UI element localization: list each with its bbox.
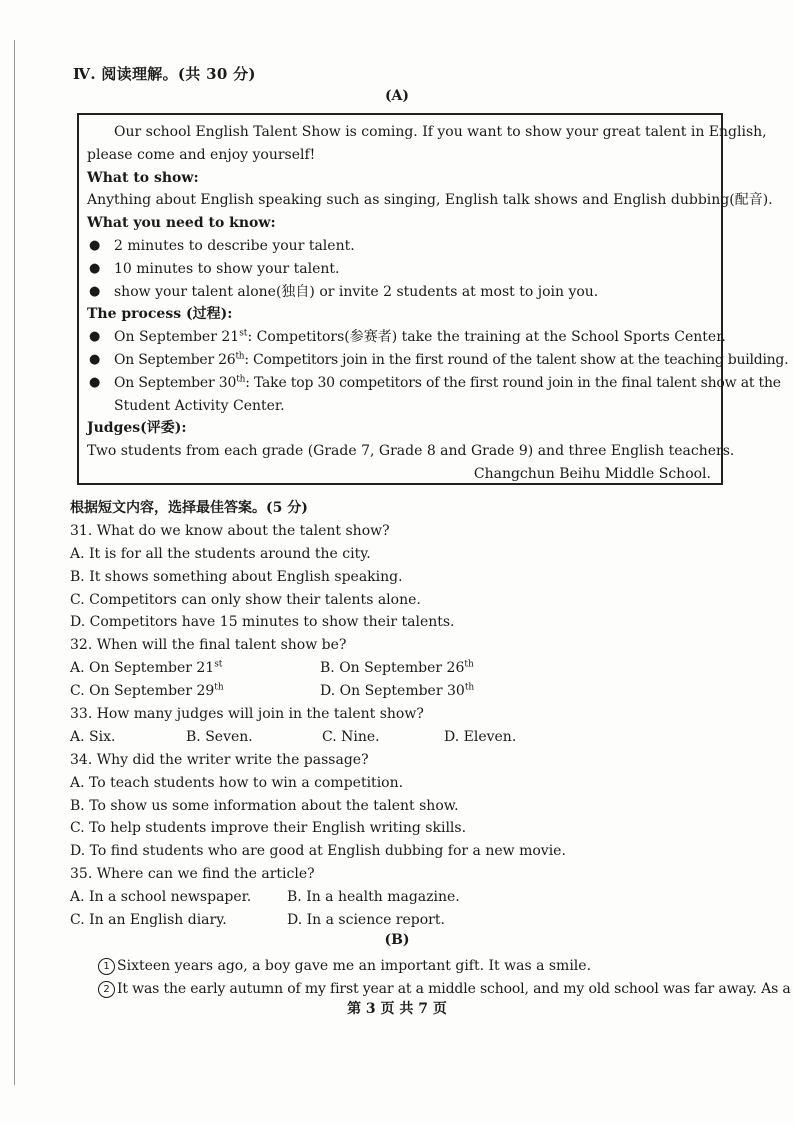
bullet-dot-icon: ● [89,283,101,299]
process-heading: The process (过程): [87,306,233,323]
option-a: A. In a school newspaper. [70,889,252,906]
option-c: C. To help students improve their English writing skills. [70,820,467,837]
paragraph-number-2-icon: 2 [98,981,115,998]
bullet-dot-icon: ● [89,351,101,367]
need-item: ● 10 minutes to show your talent. [87,258,713,281]
option-row [70,657,730,680]
option-b: B. It shows something about English speaking. [70,568,403,585]
option-d: D. In a science report. [287,912,445,929]
intro-line-2: please come and enjoy yourself! [87,146,316,163]
process-item: ● On September 21st: Competitors(参赛者) take the training at the School Sports Center. [87,326,713,349]
option-b: B. To show us some information about the talent show. [70,797,459,814]
option-row [70,726,730,749]
bullet-dot-icon: ● [89,237,101,253]
page-edge-line [14,40,15,1085]
process-item-continuation: Student Activity Center. [114,397,285,414]
what-text: Anything about English speaking such as singing, English talk shows and English dubbing(配音). [87,192,773,209]
passage-a-box [77,113,789,485]
page-footer: 第 3 页 共 7 页 [347,1001,447,1017]
option-c: C. Competitors can only show their talents alone. [70,591,421,608]
option-b: B. In a health magazine. [287,889,460,906]
question-stem: 35. Where can we find the article? [70,866,315,883]
section-heading: Ⅳ. 阅读理解。(共 30 分) [73,65,256,83]
option-c: C. In an English diary. [70,912,227,929]
option-b: B. Seven. [186,728,253,745]
paragraph-1: 1 Sixteen years ago, a boy gave me an important gift. It was a smile. [98,955,791,978]
signature: Changchun Beihu Middle School. [473,465,711,482]
what-heading: What to show: [87,169,199,186]
option-a: A. Six. [70,728,116,745]
option-a: A. On September 21st [70,659,223,677]
option-c: C. Nine. [322,728,380,745]
bullet-dot-icon: ● [89,374,101,390]
option-c: C. On September 29th [70,682,224,700]
process-item: ● On September 30th: Take top 30 competitors of the first round join in the final talent show at the [87,372,713,395]
questions-area [70,497,730,932]
option-row [70,886,730,909]
bullet-dot-icon: ● [89,329,101,345]
question-stem: 31. What do we know about the talent show? [70,522,390,539]
option-row [70,680,730,703]
question-stem: 34. Why did the writer write the passage? [70,751,369,768]
instruction: 根据短文内容，选择最佳答案。(5 分) [70,500,308,516]
need-item: ● show your talent alone(独自) or invite 2 students at most to join you. [87,281,713,304]
bullet-dot-icon: ● [89,260,101,276]
question-stem: 32. When will the final talent show be? [70,637,347,654]
passage-b-label: (B) [384,932,410,948]
paragraph-2: 2 It was the early autumn of my first year at a middle school, and my old school was far away. As a [98,978,791,1001]
option-d: D. Competitors have 15 minutes to show their talents. [70,614,455,631]
option-d: D. On September 30th [320,682,475,700]
option-d: D. Eleven. [444,728,517,745]
paragraph-number-1-icon: 1 [98,958,115,975]
passage-a-label: (A) [384,88,410,104]
passage-b-text [98,955,791,1001]
judges-text: Two students from each grade (Grade 7, Grade 8 and Grade 9) and three English teachers. [87,443,735,460]
option-row [70,909,730,932]
option-a: A. It is for all the students around the city. [70,545,371,562]
question-stem: 33. How many judges will join in the talent show? [70,706,424,723]
need-item: ● 2 minutes to describe your talent. [87,235,713,258]
judges-heading: Judges(评委): [87,420,187,437]
option-d: D. To find students who are good at English dubbing for a new movie. [70,843,566,860]
option-a: A. To teach students how to win a competition. [70,774,404,791]
process-item: ● On September 26th: Competitors join in the first round of the talent show at the teaching building. [87,349,713,372]
intro-line-1: Our school English Talent Show is coming. If you want to show your great talent in English, [114,124,767,140]
need-heading: What you need to know: [87,215,276,232]
option-b: B. On September 26th [320,659,474,677]
